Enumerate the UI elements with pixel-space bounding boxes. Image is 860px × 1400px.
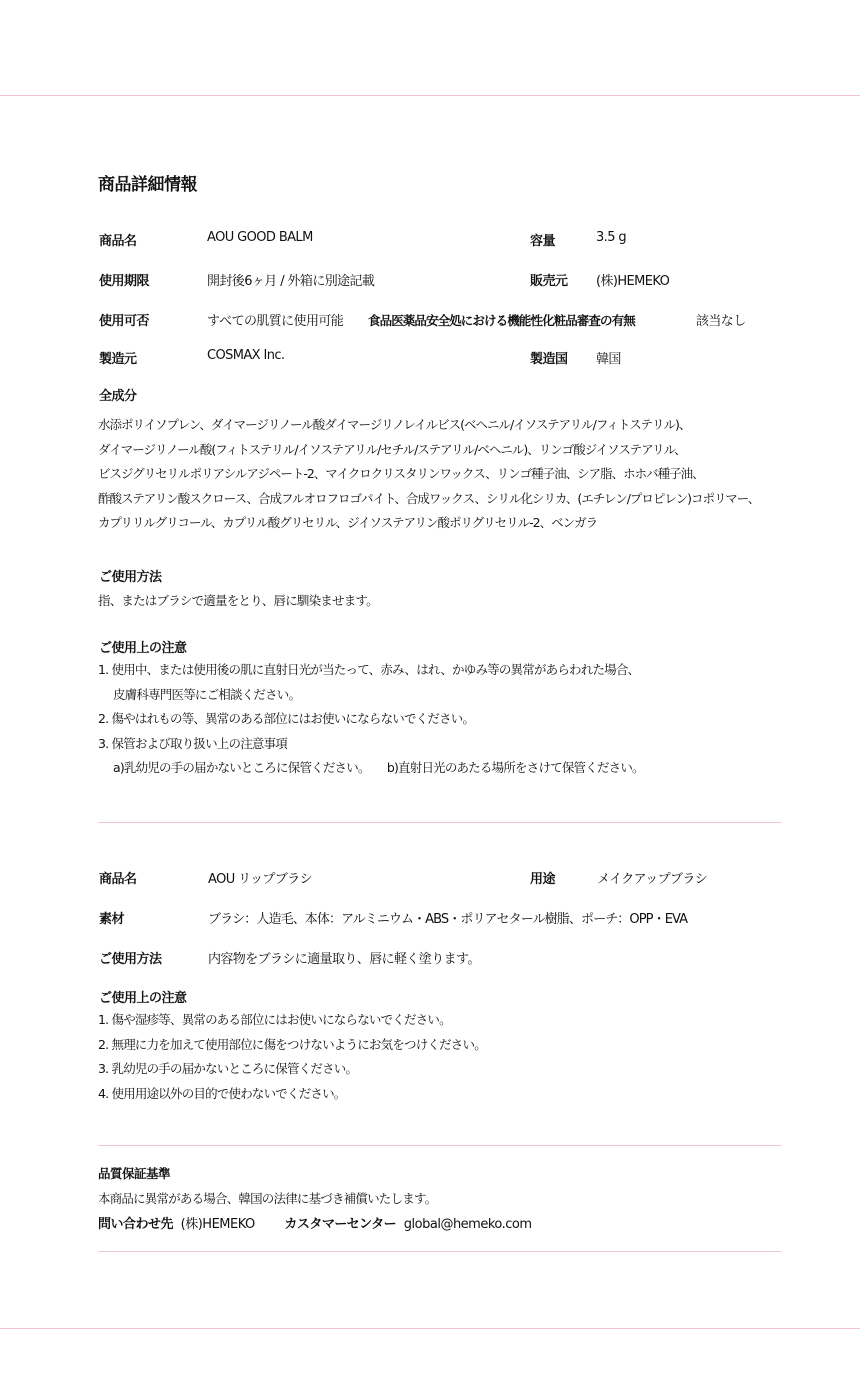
caution-list <box>98 658 644 781</box>
ingredients-line: 酢酸ステアリン酸スクロース、合成フルオロフロゴパイト、合成ワックス、シリル化シリカ、(エチレン/プロピレン)コポリマー、 <box>98 490 760 506</box>
ingredients-line: カプリリルグリコール、カプリル酸グリセリル、ジイソステアリン酸ポリグリセリル-2、ベンガラ <box>98 515 598 530</box>
section-divider <box>98 1251 781 1252</box>
contact-company: (株)HEMEKO <box>180 1217 255 1232</box>
brush-caution-item: 1. 傷や湿疹等、異常のある部位にはお使いにならないでください。 <box>98 1012 451 1027</box>
contact-line <box>98 1213 532 1232</box>
brush-caution-list <box>98 1008 486 1106</box>
brush-usage-value: 内容物をブラシに適量取り、唇に軽く塗ります。 <box>208 952 480 967</box>
volume-label: 容量 <box>530 234 556 249</box>
ingredients-line: ビスジグリセリルポリアシルアジペート-2、マイクロクリスタリンワックス、リンゴ種子油、シア脂、ホホバ種子油、 <box>98 466 704 481</box>
caution-item: 3. 保管および取り扱い上の注意事項 <box>98 735 288 751</box>
material-label: 素材 <box>99 912 125 927</box>
caution-item: 皮膚科専門医等にご相談ください。 <box>113 686 301 702</box>
ingredients-label: 全成分 <box>99 389 137 404</box>
seller-value: (株)HEMEKO <box>596 274 670 289</box>
section-divider <box>98 822 781 823</box>
purpose-label: 用途 <box>530 872 556 887</box>
usage-text: 指、またはブラシで適量をとり、唇に馴染ませます。 <box>98 593 378 608</box>
country-label: 製造国 <box>530 352 568 367</box>
ingredients-line: ダイマージリノール酸(フィトステリル/イソステアリル/セチル/ステアリル/ベヘニル)、リンゴ酸ジイソステアリル、 <box>98 441 686 457</box>
country-value: 韓国 <box>596 352 621 367</box>
ingredients-list <box>98 413 759 536</box>
brush-usage-label: ご使用方法 <box>99 952 162 967</box>
brush-caution-item: 4. 使用用途以外の目的で使わないでください。 <box>98 1085 346 1101</box>
product-name-label: 商品名 <box>99 234 137 249</box>
expiry-label: 使用期限 <box>99 274 150 289</box>
brush-caution-item: 3. 乳幼児の手の届かないところに保管ください。 <box>98 1061 358 1076</box>
caution-item: 1. 使用中、または使用後の肌に直射日光が当たって、赤み、はれ、かゆみ等の異常があらわれた場合、 <box>98 662 640 677</box>
functional-review-label: 食品医薬品安全処における機能性化粧品審査の有無 <box>368 313 635 328</box>
top-divider <box>0 95 860 96</box>
caution-sub-a: a)乳幼児の手の届かないところに保管ください。 <box>113 760 370 775</box>
bottom-divider <box>0 1328 860 1329</box>
ingredients-line: 水添ポリイソプレン、ダイマージリノール酸ダイマージリノレイルビス(ベヘニル/イソステアリル/フィトステリル)、 <box>98 417 691 432</box>
purpose-value: メイクアップブラシ <box>597 872 708 887</box>
page-title: 商品詳細情報 <box>98 175 197 195</box>
customer-center-label: カスタマーセンター <box>284 1217 397 1232</box>
usage-label: ご使用方法 <box>99 570 162 585</box>
brush-name-value: AOU リップブラシ <box>208 872 313 887</box>
seller-label: 販売元 <box>530 274 568 289</box>
contact-email[interactable]: global@hemeko.com <box>403 1217 532 1232</box>
usable-value: すべての肌質に使用可能 <box>207 314 344 329</box>
volume-value: 3.5 g <box>596 230 627 245</box>
material-value: ブラシ：人造毛、本体：アルミニウム・ABS・ポリアセタール樹脂、ポーチ：OPP・EVA <box>208 912 688 927</box>
expiry-value: 開封後6ヶ月 / 外箱に別途記載 <box>207 274 375 289</box>
caution-label: ご使用上の注意 <box>99 641 187 656</box>
brush-name-label: 商品名 <box>99 872 137 887</box>
maker-label: 製造元 <box>99 352 137 367</box>
caution-item-storage <box>98 756 644 781</box>
functional-review-value: 該当なし <box>696 314 746 329</box>
contact-label: 問い合わせ先 <box>98 1217 174 1232</box>
warranty-text: 本商品に異常がある場合、韓国の法律に基づき補償いたします。 <box>98 1191 437 1206</box>
caution-item: 2. 傷やはれもの等、異常のある部位にはお使いにならないでください。 <box>98 711 475 726</box>
product-name-value: AOU GOOD BALM <box>207 230 313 245</box>
maker-value: COSMAX Inc. <box>207 348 285 363</box>
section-divider <box>98 1145 781 1146</box>
warranty-label: 品質保証基準 <box>98 1166 171 1181</box>
brush-caution-label: ご使用上の注意 <box>99 991 187 1006</box>
brush-caution-item: 2. 無理に力を加えて使用部位に傷をつけないようにお気をつけください。 <box>98 1036 486 1052</box>
caution-sub-b: b)直射日光のあたる場所をさけて保管ください。 <box>386 760 644 775</box>
usable-label: 使用可否 <box>99 314 150 329</box>
